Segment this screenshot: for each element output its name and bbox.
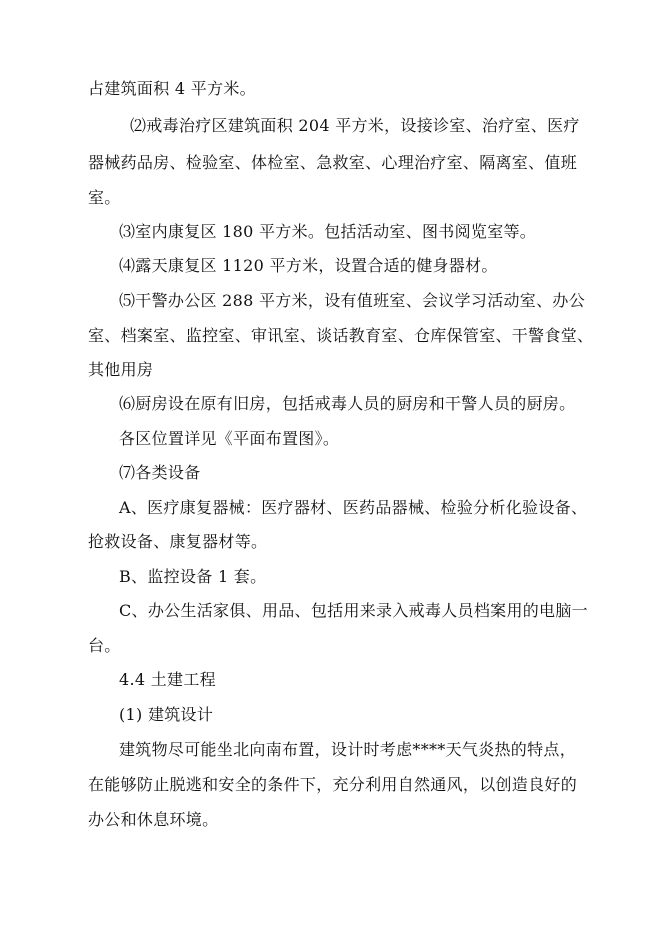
section-heading: 4.4 土建工程 (119, 670, 216, 689)
text-line: ⑷露天康复区 1120 平方米，设置合适的健身器材。 (119, 256, 498, 275)
text-line: A、医疗康复器械：医疗器材、医药品器械、检验分析化验设备、 (119, 498, 588, 517)
subsection-heading: (1) 建筑设计 (119, 705, 214, 724)
text-line: ⑸干警办公区 288 平方米，设有值班室、会议学习活动室、办公 (119, 291, 586, 310)
text-line: 在能够防止脱逃和安全的条件下，充分利用自然通风，以创造良好的 (88, 775, 578, 794)
text-line: 各区位置详见《平面布置图》。 (119, 429, 340, 448)
text-line: 占建筑面积 4 平方米。 (88, 79, 256, 98)
text-line: ⑺各类设备 (119, 463, 201, 482)
text-line: B、监控设备 1 套。 (119, 567, 267, 586)
text-line: 办公和休息环境。 (88, 810, 219, 829)
text-line: 台。 (88, 636, 121, 655)
text-line: 建筑物尽可能坐北向南布置，设计时考虑****天气炎热的特点， (119, 740, 577, 759)
text-line: 抢救设备、康复器材等。 (88, 532, 268, 551)
text-line: 器械药品房、检验室、体检室、急救室、心理治疗室、隔离室、值班 (88, 153, 578, 172)
text-line: 室。 (88, 188, 121, 207)
text-line: 室、档案室、监控室、审讯室、谈话教育室、仓库保管室、干警食堂、 (88, 326, 594, 345)
text-line: C、办公生活家俱、用品、包括用来录入戒毒人员档案用的电脑一 (119, 601, 588, 620)
text-line: ⑹厨房设在原有旧房，包括戒毒人员的厨房和干警人员的厨房。 (119, 394, 576, 413)
text-line: ⑵戒毒治疗区建筑面积 204 平方米，设接诊室、治疗室、医疗 (130, 116, 580, 135)
text-line: 其他用房 (88, 360, 154, 379)
text-line: ⑶室内康复区 180 平方米。包括活动室、图书阅览室等。 (119, 222, 537, 241)
